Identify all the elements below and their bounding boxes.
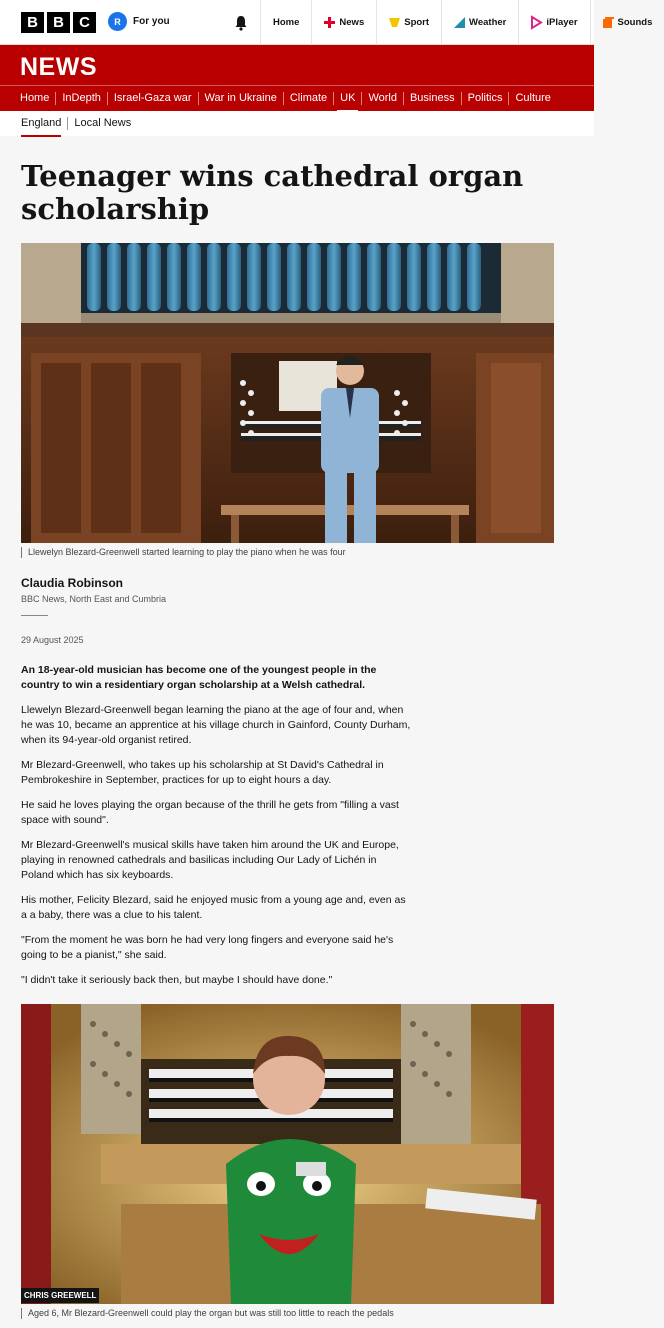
news-section-nav [0,85,594,111]
news-brand[interactable]: NEWS [20,53,97,81]
article-photo-organist [21,243,554,543]
top-nav-news[interactable] [311,0,376,45]
article-paragraph: Llewelyn Blezard-Greenwell began learning the piano at the age of four and, when he was 10, became an apprentice at his village church in Gainford, County Durham, when its 94-year-old organist retired. [21,704,411,746]
top-nav-sport[interactable] [376,0,441,45]
article-paragraph: He said he loves playing the organ because of the thrill he gets from "filling a vast space with sound". [21,799,399,826]
top-navigation [260,0,664,45]
author-name[interactable]: Claudia Robinson [21,576,123,590]
top-nav-label: Home [273,17,300,28]
iplayer-icon [531,17,542,28]
photo-caption: Aged 6, Mr Blezard-Greenwell could play the organ but was still too little to reach the pedals [21,1308,394,1319]
subnav-local-news[interactable]: Local News [74,117,132,129]
sport-icon [389,17,400,28]
photo-credit: CHRIS GREEWELL [21,1288,99,1303]
publish-date: 29 August 2025 [21,635,84,645]
sounds-icon [603,17,614,28]
for-you-link[interactable] [108,12,170,31]
article-photo-child-organist [21,1004,554,1304]
top-nav-label: Sport [404,17,430,28]
bbc-logo[interactable] [21,12,96,33]
news-icon [324,17,335,28]
sub-navigation [0,111,594,136]
top-nav-home[interactable] [260,0,311,45]
section-nav-business[interactable]: Business [404,92,462,105]
top-nav-label: iPlayer [546,17,578,28]
weather-icon [454,17,465,28]
section-nav-uk[interactable]: UK [334,92,362,105]
article-paragraph: Mr Blezard-Greenwell's musical skills have taken him around the UK and Europe, playing in renowned cathedrals and basilicas including Our Lady of Lichén in Poland which has six keyboards. [21,839,399,881]
child-at-organ-image [21,1004,554,1304]
photo-caption: Llewelyn Blezard-Greenwell started learning to play the piano when he was four [21,547,346,558]
article-paragraph: His mother, Felicity Blezard, said he enjoyed music from a young age and, even as a a baby, there was a clue to his talent. [21,894,406,921]
bbc-logo-letter: B [21,12,44,33]
byline-divider [21,615,48,616]
top-nav-sounds[interactable] [590,0,664,45]
subnav-england[interactable]: England [15,117,68,130]
top-nav-label: Sounds [617,17,653,28]
section-nav-israel-gaza-war[interactable]: Israel-Gaza war [108,92,199,105]
article-lead-paragraph: An 18-year-old musician has become one of the youngest people in the country to win a residentiary organ scholarship at a Welsh cathedral. [21,664,377,691]
top-nav-iplayer[interactable] [518,0,589,45]
news-banner [0,45,594,111]
notifications-bell-icon[interactable] [234,15,248,31]
bbc-logo-letter: C [73,12,96,33]
section-nav-home[interactable]: Home [14,92,56,105]
top-nav-weather[interactable] [441,0,518,45]
section-nav-indepth[interactable]: InDepth [56,92,108,105]
section-nav-climate[interactable]: Climate [284,92,334,105]
article-paragraph: Mr Blezard-Greenwell, who takes up his scholarship at St David's Cathedral in Pembrokeshire in September, practices for up to eight hours a day. [21,759,384,786]
article-headline: Teenager wins cathedral organ scholarship [21,159,524,226]
section-nav-world[interactable]: World [362,92,404,105]
bbc-top-bar [0,0,653,45]
article-paragraph: "From the moment he was born he had very long fingers and everyone said he's going to be a pianist," she said. [21,934,394,961]
article-paragraph: "I didn't take it seriously back then, but maybe I should have done." [21,974,333,986]
top-nav-label: News [339,17,365,28]
section-nav-war-in-ukraine[interactable]: War in Ukraine [199,92,284,105]
bbc-logo-letter: B [47,12,70,33]
organ-scene-image [21,243,554,543]
author-role: BBC News, North East and Cumbria [21,594,167,604]
section-nav-politics[interactable]: Politics [462,92,510,105]
section-nav-culture[interactable]: Culture [515,92,551,104]
avatar: R [108,12,127,31]
for-you-label: For you [133,16,170,27]
top-nav-label: Weather [469,17,507,28]
